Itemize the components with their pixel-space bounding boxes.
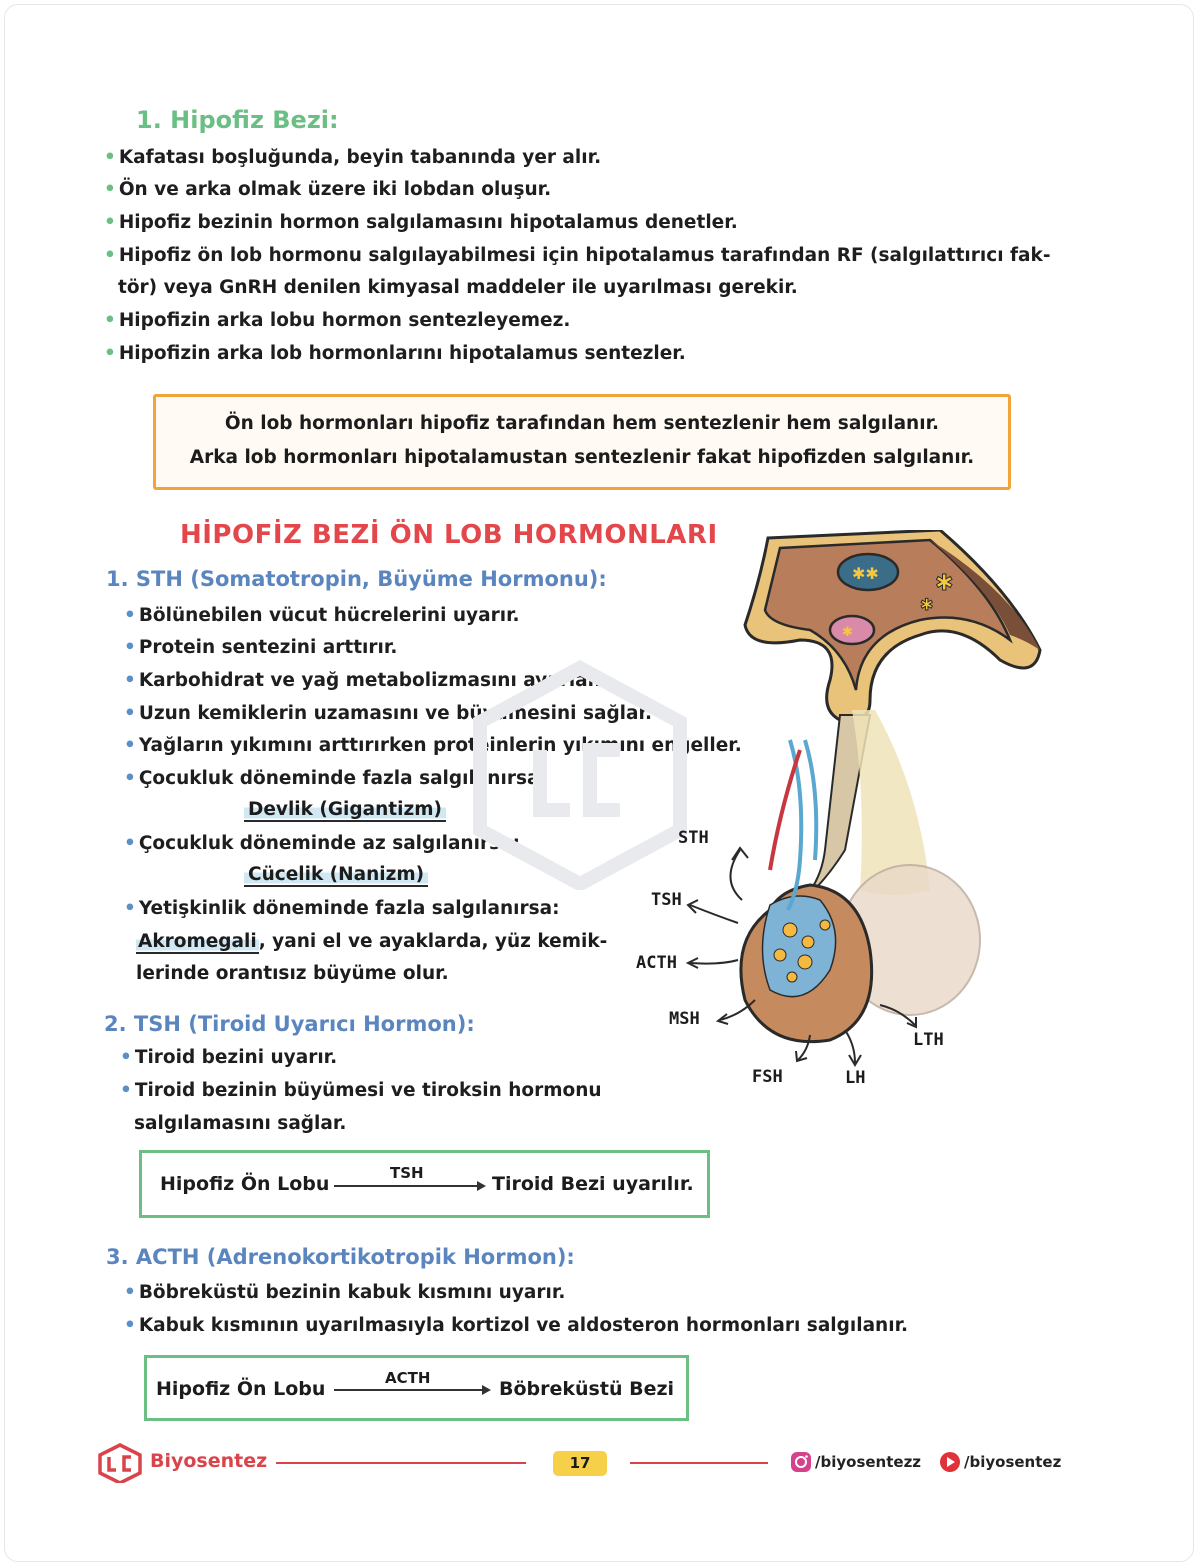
svg-text:✱: ✱ <box>920 595 934 614</box>
flow-to: Böbreküstü Bezi <box>499 1378 675 1400</box>
label-sth: STH <box>678 828 709 848</box>
bullet: • Kafatası boşluğunda, beyin tabanında yer alır. <box>104 147 602 168</box>
bullet: • Tiroid bezini uyarır. <box>120 1047 338 1068</box>
label-msh: MSH <box>669 1009 700 1029</box>
flow-from: Hipofiz Ön Lobu <box>156 1378 326 1400</box>
acromegaly-line: Akromegali , yani el ve ayaklarda, yüz kemik- <box>138 931 608 952</box>
instagram-icon[interactable] <box>790 1451 812 1473</box>
flow-from: Hipofiz Ön Lobu <box>160 1173 330 1195</box>
label-tsh: TSH <box>651 890 682 910</box>
svg-text:✱: ✱ <box>935 571 954 596</box>
pituitary-diagram <box>630 530 1070 1090</box>
footer-divider <box>276 1462 526 1464</box>
bullet: • Kabuk kısmının uyarılmasıyla kortizol ve aldosteron hormonları salgılanır. <box>124 1315 909 1336</box>
youtube-icon[interactable] <box>938 1451 962 1473</box>
bullet: • Böbreküstü bezinin kabuk kısmını uyarır. <box>124 1282 566 1303</box>
footer-divider <box>630 1462 768 1464</box>
biyosentez-logo <box>98 1443 142 1483</box>
flow-arrow <box>332 1179 487 1193</box>
flow-arrow <box>332 1383 492 1397</box>
acromegaly-term: Akromegali <box>138 931 257 952</box>
bullet: • Yağların yıkımını arttırırken proteinlerin yıkımını engeller. <box>124 735 742 756</box>
info-box <box>153 394 1011 490</box>
sth-title: 1. STH (Somatotropin, Büyüme Hormonu): <box>106 567 607 591</box>
bullet: • Hipofiz ön lob hormonu salgılayabilmesi için hipotalamus tarafından RF (salgılattırıcı fak- <box>104 245 1051 266</box>
bullet: • Karbohidrat ve yağ metabolizmasını ayarlar. <box>124 670 602 691</box>
bullet: • Protein sentezini arttırır. <box>124 637 398 658</box>
bullet: • Bölünebilen vücut hücrelerini uyarır. <box>124 605 520 626</box>
flow-arrow-label: ACTH <box>385 1369 431 1387</box>
brand-name: Biyosentez <box>150 1450 268 1472</box>
flow-arrow-label: TSH <box>390 1164 424 1182</box>
acth-flow-box <box>144 1355 689 1421</box>
bullet: • Uzun kemiklerin uzamasını ve büyümesini sağlar. <box>124 703 653 724</box>
section-title-hipofiz: 1. Hipofiz Bezi: <box>136 106 339 134</box>
flow-to: Tiroid Bezi uyarılır. <box>492 1173 694 1195</box>
svg-text:✱: ✱ <box>842 625 853 640</box>
tsh-title: 2. TSH (Tiroid Uyarıcı Hormon): <box>104 1012 475 1036</box>
label-lth: LTH <box>913 1030 944 1050</box>
bullet: • Çocukluk döneminde az salgılanırsa: <box>124 833 520 854</box>
info-line-2: Arka lob hormonları hipotalamustan sentezlenir fakat hipofizden salgılanır. <box>189 447 975 468</box>
bullet: • Yetişkinlik döneminde fazla salgılanırsa: <box>124 898 560 919</box>
bullet-continuation: lerinde orantısız büyüme olur. <box>136 963 449 984</box>
bullet: • Hipofizin arka lobu hormon sentezleyemez. <box>104 310 571 331</box>
bullet: • Hipofizin arka lob hormonlarını hipotalamus sentezler. <box>104 343 686 364</box>
info-line-1: Ön lob hormonları hipofiz tarafından hem sentezlenir hem salgılanır. <box>224 413 940 434</box>
bullet-continuation: salgılamasını sağlar. <box>134 1113 347 1134</box>
tsh-flow-box <box>139 1150 710 1218</box>
bullet-continuation: tör) veya GnRH denilen kimyasal maddeler ile uyarılması gerekir. <box>118 277 798 298</box>
acth-title: 3. ACTH (Adrenokortikotropik Hormon): <box>106 1245 575 1269</box>
label-fsh: FSH <box>752 1067 783 1087</box>
bullet: • Çocukluk döneminde fazla salgılanırsa: <box>124 768 547 789</box>
svg-text:✱✱: ✱✱ <box>852 564 879 583</box>
label-acth: ACTH <box>636 953 677 973</box>
dwarfism-term: Cücelik (Nanizm) <box>244 864 428 887</box>
label-lh: LH <box>845 1068 866 1088</box>
gigantism-term: Devlik (Gigantizm) <box>244 799 446 822</box>
bullet: • Ön ve arka olmak üzere iki lobdan oluşur. <box>104 179 552 200</box>
bullet: • Hipofiz bezinin hormon salgılamasını hipotalamus denetler. <box>104 212 738 233</box>
instagram-handle[interactable]: /biyosentezz <box>815 1453 922 1471</box>
anterior-lobe-title: HİPOFİZ BEZİ ÖN LOB HORMONLARI <box>180 520 718 550</box>
youtube-handle[interactable]: /biyosentez <box>964 1453 1062 1471</box>
bullet: • Tiroid bezinin büyümesi ve tiroksin hormonu <box>120 1080 602 1101</box>
page-number: 17 <box>553 1451 607 1476</box>
